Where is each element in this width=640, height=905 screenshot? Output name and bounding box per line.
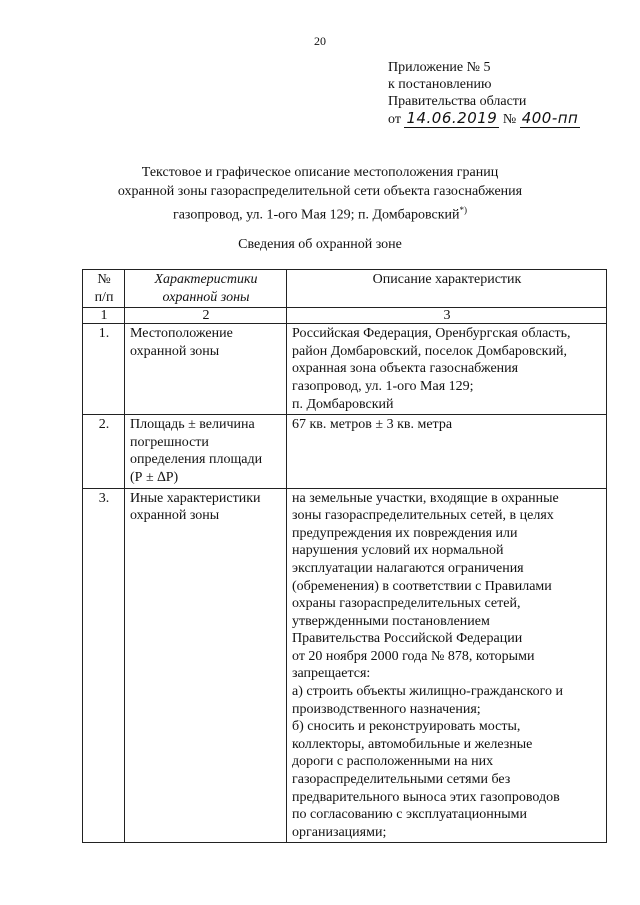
date-prefix: от: [388, 112, 401, 127]
description-line: газораспределительными сетями без: [292, 772, 511, 788]
appendix-line-1: Приложение № 5: [388, 60, 491, 75]
column-number-row: [83, 308, 607, 324]
title-line-1: Текстовое и графическое описание местоположения границ: [141, 165, 499, 180]
header-description: Описание характеристик: [287, 270, 607, 308]
description-line: Российская Федерация, Оренбургская область,: [292, 326, 571, 342]
description-line: утвержденными постановлением: [292, 613, 490, 629]
column-number: 3: [287, 308, 607, 324]
row-characteristic: [125, 488, 287, 843]
header-char-line-1: Характеристики: [154, 272, 258, 287]
row-description: [287, 488, 607, 843]
table-row: [83, 488, 607, 843]
description-line: предварительного выноса этих газопроводов: [292, 789, 560, 805]
table-row: [83, 324, 607, 415]
table-header-row: [83, 270, 607, 308]
description-line: 67 кв. метров ± 3 кв. метра: [292, 417, 453, 433]
appendix-block: [388, 59, 580, 128]
description-line: по согласованию с эксплуатационными: [292, 807, 527, 823]
characteristic-line: (Р ± ∆Р): [130, 469, 179, 485]
description-line: запрещается:: [292, 666, 371, 682]
description-line: Правительства Российской Федерации: [292, 631, 523, 647]
characteristic-line: охранной зоны: [130, 508, 220, 524]
row-characteristic: [125, 415, 287, 488]
header-characteristics: [125, 270, 287, 308]
row-characteristic: [125, 324, 287, 415]
header-char-line-2: охранной зоны: [162, 289, 250, 305]
document-title: [0, 163, 640, 225]
description-line: п. Домбаровский: [292, 396, 394, 412]
row-description: [287, 324, 607, 415]
description-line: нарушения условий их нормальной: [292, 543, 504, 559]
description-line: производственного назначения;: [292, 701, 481, 717]
number-prefix: №: [502, 112, 517, 127]
row-description: [287, 415, 607, 488]
handwritten-number: 400-пп: [521, 109, 579, 127]
header-num-line-2: п/п: [94, 289, 114, 305]
characteristic-line: охранной зоны: [130, 343, 220, 359]
description-line: коллекторы, автомобильные и железные: [292, 736, 533, 752]
appendix-line-3: Правительства области: [388, 94, 527, 109]
row-number: 3.: [83, 488, 125, 843]
title-line-3-text: газопровод, ул. 1-ого Мая 129; п. Домбаровский: [172, 207, 460, 223]
description-line: охранная зона объекта газоснабжения: [292, 361, 519, 377]
description-line: зоны газораспределительных сетей, в целях: [292, 508, 554, 524]
description-line: от 20 ноября 2000 года № 878, которыми: [292, 648, 535, 664]
description-line: охраны газораспределительных сетей,: [292, 596, 521, 612]
row-number: 2.: [83, 415, 125, 488]
header-num: [83, 270, 125, 308]
description-line: (обременения) в соответствии с Правилами: [292, 578, 552, 594]
handwritten-date: 14.06.2019: [406, 109, 498, 127]
description-line: эксплуатации налагаются ограничения: [292, 560, 524, 576]
characteristic-line: определения площади: [130, 452, 263, 468]
description-line: на земельные участки, входящие в охранные: [292, 490, 559, 506]
title-line-2: охранной зоны газораспределительной сети объекта газоснабжения: [117, 184, 523, 199]
characteristic-line: Площадь ± величина: [130, 417, 255, 433]
appendix-date-line: [388, 110, 580, 128]
description-line: б) сносить и реконструировать мосты,: [292, 719, 521, 735]
description-line: дороги с расположенными на них: [292, 754, 494, 770]
row-number: 1.: [83, 324, 125, 415]
footnote-mark: *): [459, 205, 468, 215]
characteristic-line: Местоположение: [130, 326, 233, 342]
page-number: 20: [314, 34, 326, 48]
description-line: организациями;: [292, 824, 387, 840]
description-line: а) строить объекты жилищно-гражданского и: [292, 684, 563, 700]
appendix-line-2: к постановлению: [388, 77, 492, 92]
column-number: 2: [125, 308, 287, 324]
characteristic-line: Иные характеристики: [130, 490, 261, 506]
section-subtitle: Сведения об охранной зоне: [238, 237, 402, 252]
description-line: газопровод, ул. 1-ого Мая 129;: [292, 378, 474, 394]
title-line-3: [0, 201, 640, 225]
header-num-line-1: №: [97, 272, 111, 287]
characteristic-line: погрешности: [130, 434, 209, 450]
description-line: предупреждения их повреждения или: [292, 525, 518, 541]
description-line: район Домбаровский, поселок Домбаровский,: [292, 343, 567, 359]
protection-zone-table: [82, 269, 607, 843]
column-number: 1: [83, 308, 125, 324]
table-row: [83, 415, 607, 488]
